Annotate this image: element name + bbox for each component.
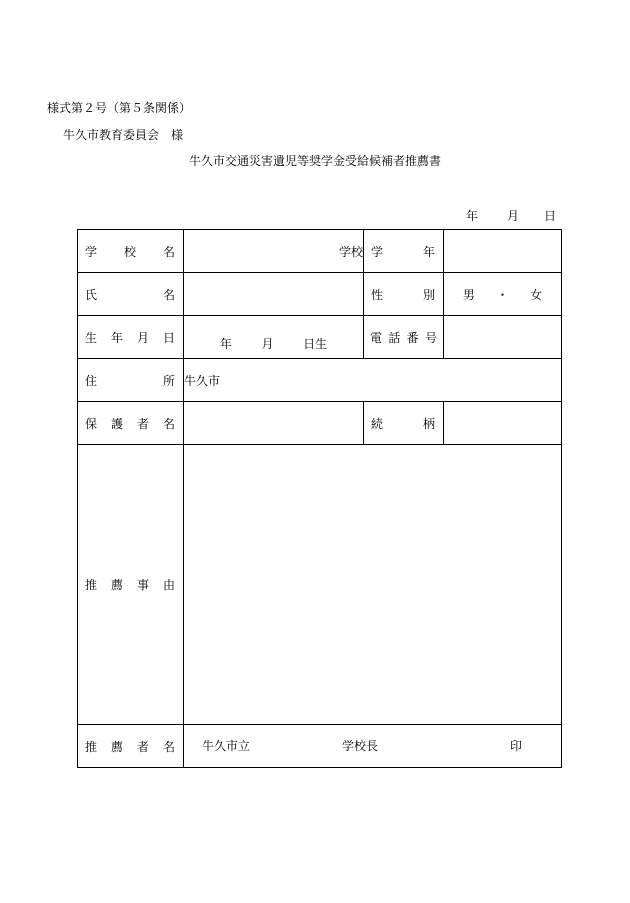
birth-date-input[interactable] <box>184 316 364 359</box>
reason-label-cell <box>78 445 184 725</box>
grade-label-cell <box>364 230 444 273</box>
label-char: 薦 <box>110 578 123 592</box>
date-year: 年 <box>466 209 479 223</box>
label-char: 学 <box>371 244 384 259</box>
grade-input[interactable] <box>444 230 562 273</box>
reason-row <box>78 445 562 725</box>
reason-input[interactable] <box>184 445 562 725</box>
address-prefix: 牛久市 <box>184 373 221 388</box>
label-char: 氏 <box>85 287 98 302</box>
label-char: 護 <box>110 416 123 431</box>
recommender-city: 牛久市立 <box>202 739 251 753</box>
school-suffix: 学校 <box>338 244 363 259</box>
guardian-input[interactable] <box>184 402 364 445</box>
label-char: 別 <box>422 287 435 302</box>
relation-input[interactable] <box>444 402 562 445</box>
document-title: 牛久市交通災害遺児等奨学金受給候補者推薦書 <box>188 154 441 168</box>
label-char: 名 <box>162 416 175 431</box>
name-input[interactable] <box>184 273 364 316</box>
address-label-cell <box>78 359 184 402</box>
label-char: 者 <box>136 739 149 754</box>
label-char: 推 <box>85 578 98 592</box>
addressee: 牛久市教育委員会 様 <box>63 128 184 142</box>
gender-male[interactable]: 男 <box>462 287 475 302</box>
date-day: 日 <box>544 209 557 223</box>
guardian-row <box>78 402 562 445</box>
label-char: 話 <box>388 330 401 345</box>
school-row <box>78 230 562 273</box>
school-label-cell <box>78 230 184 273</box>
label-char: 者 <box>136 416 149 431</box>
gender-choice[interactable] <box>444 273 562 316</box>
name-label-cell <box>78 273 184 316</box>
label-char: 名 <box>162 739 175 754</box>
name-row <box>78 273 562 316</box>
label-char: 推 <box>85 739 98 754</box>
label-char: 続 <box>371 416 384 431</box>
recommender-input[interactable] <box>184 725 562 768</box>
gender-separator: ・ <box>496 287 509 302</box>
birth-day-unit: 日生 <box>303 337 328 351</box>
label-char: 由 <box>162 578 175 592</box>
label-char: 生 <box>85 330 98 345</box>
gender-label-cell <box>364 273 444 316</box>
seal-mark: 印 <box>510 739 523 753</box>
label-char: 年 <box>110 330 123 345</box>
label-char: 電 <box>370 330 383 345</box>
label-char: 番 <box>406 330 419 345</box>
birth-label-cell <box>78 316 184 359</box>
principal-label: 学校長 <box>342 739 379 753</box>
date-month: 月 <box>507 209 520 223</box>
relation-label-cell <box>364 402 444 445</box>
label-char: 校 <box>123 244 136 259</box>
label-char: 月 <box>136 330 149 345</box>
form-number: 様式第２号（第５条関係） <box>47 101 192 115</box>
guardian-label-cell <box>78 402 184 445</box>
address-input[interactable] <box>184 359 562 402</box>
label-char: 事 <box>136 578 149 592</box>
birth-row <box>78 316 562 359</box>
label-char: 名 <box>162 287 175 302</box>
label-char: 保 <box>85 416 98 431</box>
label-char: 号 <box>424 330 437 345</box>
label-char: 性 <box>371 287 384 302</box>
school-input[interactable] <box>184 230 364 273</box>
label-char: 住 <box>85 373 98 388</box>
label-char: 年 <box>422 244 435 259</box>
label-char: 学 <box>85 244 98 259</box>
recommendation-form-table <box>77 229 562 768</box>
label-char: 柄 <box>422 416 435 431</box>
label-char: 日 <box>162 330 175 345</box>
address-row <box>78 359 562 402</box>
phone-input[interactable] <box>444 316 562 359</box>
recommender-row <box>78 725 562 768</box>
phone-label-cell <box>364 316 444 359</box>
label-char: 名 <box>162 244 175 259</box>
label-char: 所 <box>162 373 175 388</box>
gender-female[interactable]: 女 <box>530 287 543 302</box>
recommender-label-cell <box>78 725 184 768</box>
label-char: 薦 <box>110 739 123 754</box>
birth-year-unit: 年 <box>219 337 232 351</box>
birth-month-unit: 月 <box>261 337 274 351</box>
